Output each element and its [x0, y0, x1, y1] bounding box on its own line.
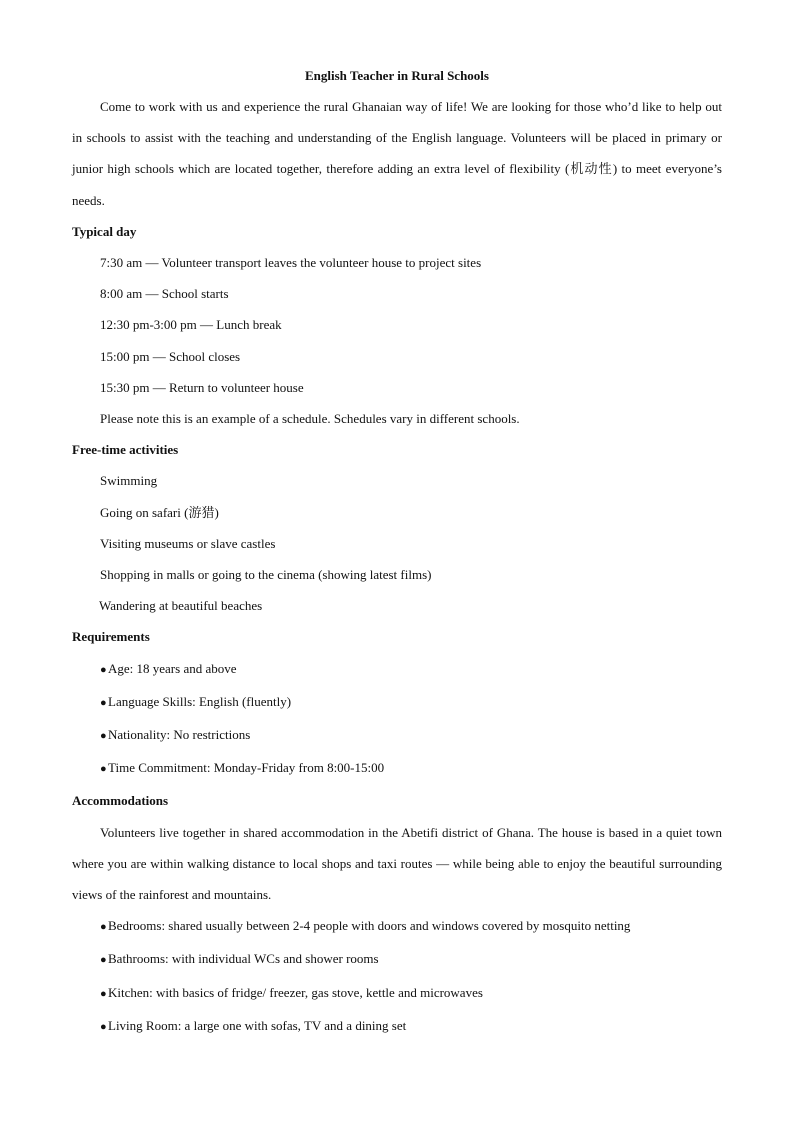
free-time-heading: Free-time activities: [72, 442, 179, 458]
bullet-icon: ●: [100, 663, 107, 676]
requirement-item: [72, 653, 722, 686]
schedule-note: Please note this is an example of a schedule. Schedules vary in different schools.: [100, 411, 520, 427]
intro-paragraph: Come to work with us and experience the rural Ghanaian way of life! We are looking for those who’d like to help out in schools to assist with the teaching and understanding of the English language. Volunteers will be placed in primary or junior high schools which are located together, therefore adding an extra level of flexibility (机动性) to meet everyone’s needs.: [72, 99, 722, 208]
requirement-item: [72, 686, 722, 719]
typical-day-heading: Typical day: [72, 223, 137, 239]
activity-item: Wandering at beautiful beaches: [99, 598, 263, 614]
bullet-icon: ●: [100, 696, 107, 709]
activity-item: Swimming: [100, 473, 158, 489]
accommodations-heading: Accommodations: [72, 793, 169, 809]
schedule-item: 8:00 am — School starts: [100, 286, 229, 302]
accommodation-text: Bathrooms: with individual WCs and shower rooms: [108, 951, 379, 967]
schedule-item: 15:30 pm — Return to volunteer house: [100, 379, 304, 395]
activity-item: Shopping in malls or going to the cinema (showing latest films): [100, 567, 432, 583]
requirement-text: Time Commitment: Monday-Friday from 8:00-15:00: [108, 760, 385, 776]
accommodation-text: Bedrooms: shared usually between 2-4 people with doors and windows covered by mosquito netting: [108, 918, 631, 934]
accommodation-item: [72, 1010, 722, 1043]
requirement-text: Age: 18 years and above: [108, 660, 237, 676]
bullet-icon: ●: [100, 1020, 107, 1033]
bullet-icon: ●: [100, 921, 107, 934]
page-title: English Teacher in Rural Schools: [305, 68, 489, 83]
schedule-item: 7:30 am — Volunteer transport leaves the volunteer house to project sites: [100, 255, 482, 271]
bullet-icon: ●: [100, 763, 107, 776]
document-body: [72, 91, 722, 1043]
requirements-heading: Requirements: [72, 629, 150, 645]
accommodation-item: [72, 943, 722, 976]
accommodation-text: Living Room: a large one with sofas, TV and a dining set: [108, 1017, 407, 1033]
accommodation-text: Kitchen: with basics of fridge/ freezer, gas stove, kettle and microwaves: [108, 984, 483, 1000]
requirement-item: [72, 719, 722, 752]
activity-item: Visiting museums or slave castles: [100, 535, 276, 551]
accommodation-item: [72, 977, 722, 1010]
requirement-text: Nationality: No restrictions: [108, 727, 251, 743]
bullet-icon: ●: [100, 954, 107, 967]
bullet-icon: ●: [100, 730, 107, 743]
accommodation-item: [72, 910, 722, 943]
schedule-item: 15:00 pm — School closes: [100, 348, 241, 364]
accommodations-paragraph: Volunteers live together in shared accommodation in the Abetifi district of Ghana. The house is based in a quiet town where you are within walking distance to local shops and taxi routes — while being able to enjoy the beautiful surrounding views of the rainforest and mountains.: [72, 824, 722, 903]
schedule-item: 12:30 pm-3:00 pm — Lunch break: [100, 317, 282, 333]
requirement-item: [72, 752, 722, 785]
bullet-icon: ●: [100, 987, 107, 1000]
activity-item: Going on safari (游猎): [100, 504, 219, 520]
requirement-text: Language Skills: English (fluently): [108, 693, 292, 709]
